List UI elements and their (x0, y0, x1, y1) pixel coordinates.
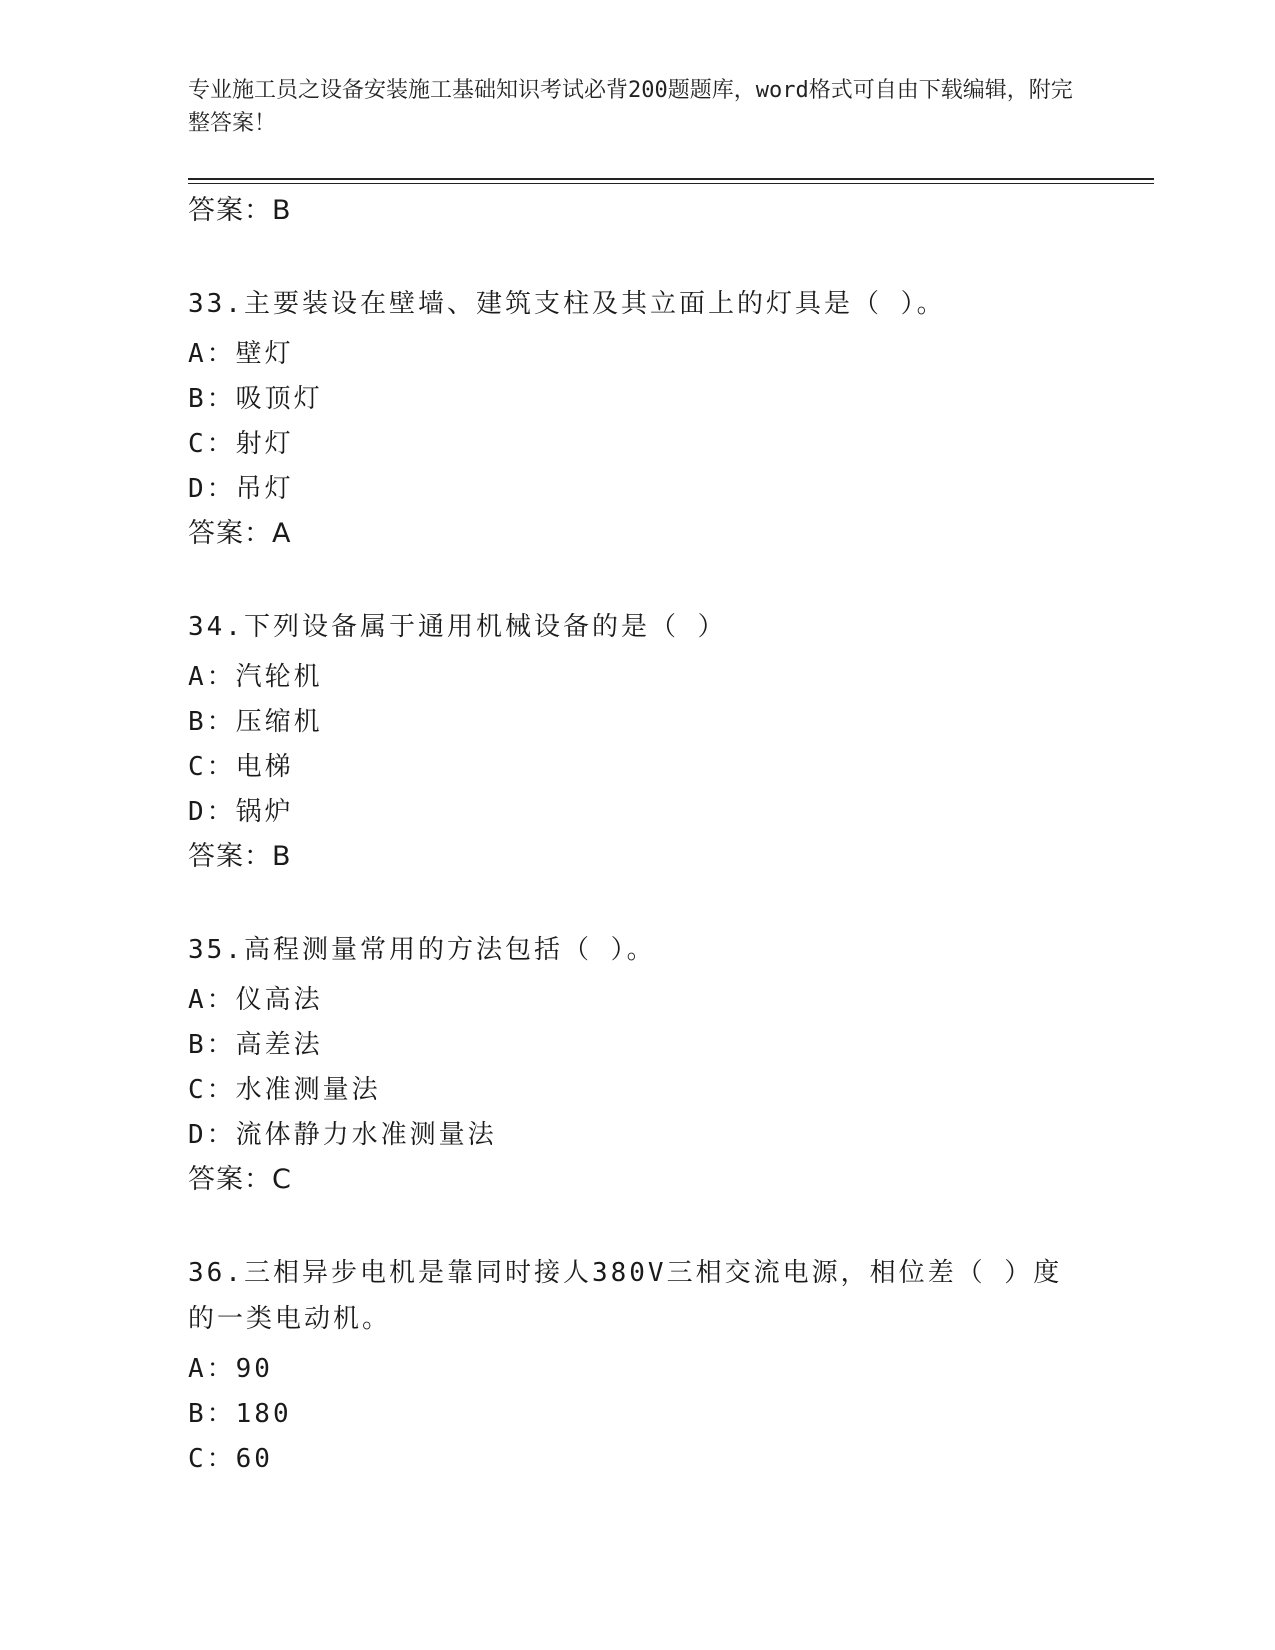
question-33 (188, 281, 1088, 551)
question-36 (188, 1250, 1088, 1477)
question-stem: 35.高程测量常用的方法包括（ ）。 (188, 935, 656, 965)
option-d: D：锅炉 (188, 797, 294, 827)
question-answer: 答案：A (188, 518, 292, 549)
option-b: B：180 (188, 1399, 292, 1429)
option-c: C：水准测量法 (188, 1075, 381, 1105)
question-stem: 34.下列设备属于通用机械设备的是（ ） (188, 612, 727, 642)
option-a: A：壁灯 (188, 339, 294, 369)
question-35 (188, 927, 1088, 1197)
option-b: B：高差法 (188, 1030, 323, 1060)
option-c: C：60 (188, 1444, 273, 1474)
option-d: D：吊灯 (188, 474, 294, 504)
header-divider (188, 178, 1154, 184)
question-answer: 答案：C (188, 1164, 292, 1195)
header-title: 专业施工员之设备安装施工基础知识考试必背200题题库，word格式可自由下载编辑，附完整答案！ (188, 78, 1073, 136)
option-d: D：流体静力水准测量法 (188, 1120, 497, 1150)
document-header (188, 74, 1078, 140)
previous-answer: 答案：B (188, 195, 292, 226)
option-b: B：吸顶灯 (188, 384, 323, 414)
option-b: B：压缩机 (188, 707, 323, 737)
question-answer: 答案：B (188, 841, 292, 872)
question-list (188, 193, 1088, 1477)
question-34 (188, 604, 1088, 874)
question-stem: 36.三相异步电机是靠同时接人380V三相交流电源，相位差（ ）度的一类电动机。 (188, 1258, 1063, 1334)
option-c: C：电梯 (188, 752, 294, 782)
option-a: A：仪高法 (188, 985, 323, 1015)
question-stem: 33.主要装设在壁墙、建筑支柱及其立面上的灯具是（ ）。 (188, 289, 946, 319)
option-a: A：汽轮机 (188, 662, 323, 692)
option-c: C：射灯 (188, 429, 294, 459)
option-a: A：90 (188, 1354, 273, 1384)
